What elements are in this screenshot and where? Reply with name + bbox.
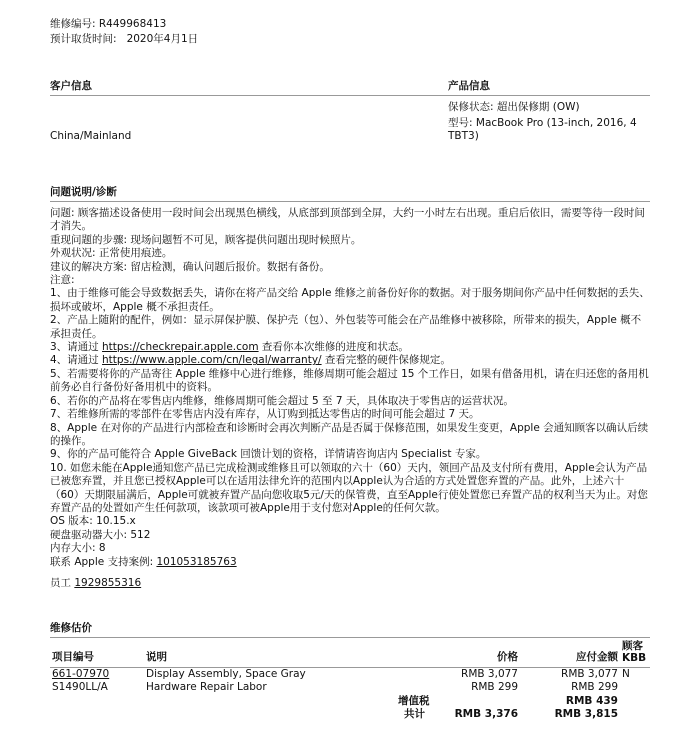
- total-row: [50, 708, 650, 721]
- col-price: 价格: [497, 650, 518, 663]
- pickup-time-value: 2020年4月1日: [126, 33, 199, 45]
- product-info-heading: 产品信息: [448, 80, 490, 92]
- col-desc: 说明: [146, 650, 167, 663]
- customer-info-heading: 客户信息: [50, 80, 92, 92]
- issue-line: 6、若你的产品将在零售店内维修，维修周期可能会超过 5 至 7 天，具体取决于零售店的运营状况。: [50, 394, 514, 407]
- total-label: 共计: [404, 708, 425, 721]
- issue-line: 2、产品上随附的配件，例如：显示屏保护膜、保护壳（包）、外包装等可能会在产品维修中被移除，所带来的损失，Apple 概不承担责任。: [50, 314, 642, 340]
- issue-line: 8、Apple 在对你的产品进行内部检查和诊断时会再次判断产品是否属于保修范围，如果发生变更，Apple 会通知顾客以确认后续的操作。: [50, 421, 649, 447]
- item-desc: Display Assembly, Space Gray: [146, 668, 306, 680]
- section-divider: [50, 95, 650, 96]
- issue-notes: [50, 207, 650, 569]
- issue-line: 问题: 顾客描述设备使用一段时间会出现黑色横线，从底部到顶部到全屏，大约一小时左右出现。重启后依旧，需要等待一段时间才消失。: [50, 207, 645, 233]
- issue-line: 4、请通过 https://www.apple.com/cn/legal/warranty/ 查看完整的硬件保修规定。: [50, 354, 451, 367]
- warranty-status-value: 超出保修期 (OW): [496, 101, 580, 113]
- item-price: RMB 299: [471, 681, 518, 694]
- tax-due: RMB 439: [565, 694, 618, 707]
- item-due: RMB 3,077: [561, 668, 618, 680]
- warranty-link[interactable]: https://www.apple.com/cn/legal/warranty/: [102, 354, 322, 367]
- issue-line: 1、由于维修可能会导致数据丢失，请你在将产品交给 Apple 维修之前备份好你的数据。对于服务期间你产品中任何数据的丢失、损坏或破坏，Apple 概不承担责任。: [50, 287, 650, 313]
- item-desc: Hardware Repair Labor: [146, 681, 267, 694]
- issue-line: OS 版本: 10.15.x: [50, 515, 136, 528]
- issue-line: 注意:: [50, 274, 75, 287]
- support-case-link[interactable]: 101053185763: [156, 555, 237, 568]
- item-price: RMB 3,077: [461, 668, 518, 680]
- tax-label: 增值税: [398, 694, 430, 707]
- item-due: RMB 299: [571, 681, 618, 694]
- col-kbb: 顾客 KBB: [622, 640, 647, 664]
- support-case: 联系 Apple 支持案例: 101053185763: [50, 555, 237, 568]
- section-divider: [50, 201, 650, 202]
- customer-region: China/Mainland: [50, 130, 132, 142]
- pickup-time: 预计取货时间: 2020年4月1日: [50, 33, 199, 45]
- issue-line: 建议的解决方案: 留店检测，确认问题后报价。数据有备份。: [50, 260, 330, 273]
- issue-line: 外观状况: 正常使用痕迹。: [50, 247, 173, 260]
- col-item: 项目编号: [52, 650, 94, 663]
- issue-line: 3、请通过 https://checkrepair.apple.com 查看你本次维修的进度和状态。: [50, 341, 409, 354]
- model: 型号: MacBook Pro (13-inch, 2016, 4 TBT3): [448, 117, 637, 143]
- issue-line: 内存大小: 8: [50, 542, 106, 555]
- tax-row: [50, 695, 650, 708]
- repair-number-value: R449968413: [98, 18, 167, 30]
- section-divider: [50, 637, 650, 638]
- item-number: S1490LL/A: [52, 681, 108, 694]
- item-number-link[interactable]: 661-07970: [52, 668, 110, 680]
- repair-number: 维修编号: R449968413: [50, 18, 167, 30]
- checkrepair-link[interactable]: https://checkrepair.apple.com: [102, 341, 259, 354]
- item-kbb: N: [622, 668, 630, 680]
- estimate-table: [50, 640, 650, 722]
- employee-id-link[interactable]: 1929855316: [74, 577, 142, 589]
- table-row: [50, 681, 650, 694]
- col-due: 应付金额: [576, 650, 618, 663]
- total-due: RMB 3,815: [554, 708, 618, 721]
- estimate-header-row: [50, 640, 650, 664]
- issue-line: 10. 如您未能在Apple通知您产品已完成检测或维修且可以领取的六十（60）天内，领回产品及支付所有费用，Apple会认为产品已被您弃置，并且您已授权Apple可以在适用法律允许的范围内以Apple认为合适的方式处置您弃置的产品。此外，上述六十（60）天期限届满后，Apple可就被弃置产品向您收取5元/天的保管费，直至Apple行使处置您已弃置产品的权利当天为止。对您弃置产品的处置如产生任何款项，该款项可被Apple用于支付您对Apple的任何欠款。: [50, 461, 648, 514]
- estimate-heading: 维修估价: [50, 622, 92, 634]
- issue-heading: 问题说明/诊断: [50, 186, 117, 198]
- total-price: RMB 3,376: [454, 708, 518, 721]
- issue-line: 重现问题的步骤: 现场问题暂不可见，顾客提供问题出现时候照片。: [50, 233, 362, 246]
- issue-line: 7、若维修所需的零部件在零售店内没有库存，从订购到抵达零售店的时间可能会超过 7 天。: [50, 408, 480, 421]
- model-value: MacBook Pro (13-inch, 2016, 4 TBT3): [448, 117, 637, 143]
- issue-line: 硬盘驱动器大小: 512: [50, 528, 151, 541]
- item-kbb: [620, 681, 650, 694]
- warranty-status: 保修状态: 超出保修期 (OW): [448, 101, 580, 113]
- issue-line: 9、你的产品可能符合 Apple GiveBack 回馈计划的资格，详情请咨询店内 Specialist 专家。: [50, 448, 487, 461]
- employee: 员工 1929855316: [50, 577, 142, 589]
- table-row: [50, 668, 650, 681]
- issue-line: 5、若需要将你的产品寄往 Apple 维修中心进行维修，维修周期可能会超过 15 个工作日，如果有借备用机，请在归还您的备用机前务必自行备份好备用机中的资料。: [50, 367, 649, 394]
